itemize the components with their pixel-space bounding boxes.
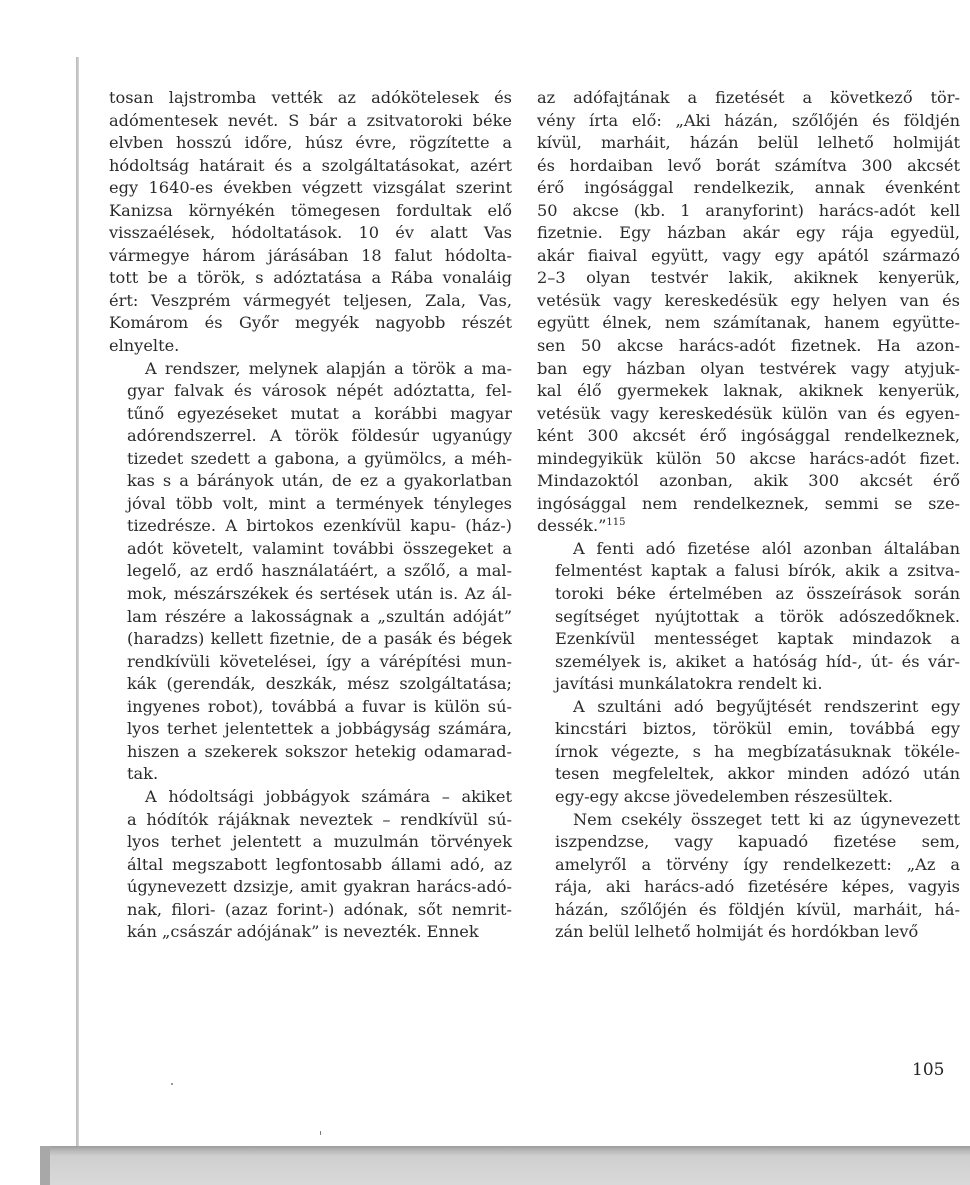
text-line: adómentesek nevét. S bár a zsitvatoroki béke bbox=[109, 110, 512, 130]
text-line: kán „császár adójának” is nevezték. Ennek bbox=[127, 922, 479, 942]
text-line: az adófajtának a fizetését a következő tör- bbox=[537, 88, 960, 107]
text-line: egy 1640-es években végzett vizsgálat szerint bbox=[109, 178, 512, 198]
text-line: iszpendzse, vagy kapuadó fizetése sem, bbox=[555, 832, 960, 852]
text-line: gyar falvak és városok népét adóztatta, fel- bbox=[127, 381, 512, 401]
text-line: fizetnie. Egy házban akár egy rája egyedül, bbox=[537, 223, 960, 243]
text-line: amelyről a törvény így rendelkezett: „Az a bbox=[555, 854, 960, 874]
text-line: tott be a török, s adóztatása a Rába vonaláig bbox=[109, 268, 512, 288]
text-line: kívül, marháit, házán belül lelhető holmiját bbox=[537, 133, 960, 153]
text-line: legelő, az erdő használatáért, a szőlő, a mal- bbox=[127, 561, 512, 581]
text-line: mok, mészárszékek és sertések után is. Az ál- bbox=[127, 584, 512, 604]
text-line: ként 300 akcsét érő ingósággal rendelkeznek, bbox=[537, 426, 960, 446]
text-line: házán, szőlőjén és földjén kívül, marháit, há- bbox=[555, 899, 960, 919]
text-line: tizedrésze. A birtokos ezenkívül kapu- (ház-) bbox=[127, 516, 512, 536]
text-line: sen 50 akcse harács-adót fizetnek. Ha azon- bbox=[537, 336, 960, 356]
text-line: ingósággal nem rendelkeznek, semmi se sze- bbox=[537, 493, 960, 513]
text-line: a hódítók rájáknak neveztek – rendkívül sú- bbox=[127, 809, 512, 829]
text-line: rája, aki harács-adó fizetésére képes, vagyis bbox=[555, 877, 960, 897]
text-line: vetésük vagy kereskedésük egy helyen van és bbox=[537, 290, 960, 310]
text-line: ért: Veszprém vármegyét teljesen, Zala, Vas, bbox=[109, 290, 512, 310]
paragraph bbox=[537, 87, 960, 538]
text-line: nak, filori- (azaz forint-) adónak, sőt nemrit- bbox=[127, 899, 512, 919]
paragraph bbox=[109, 87, 512, 358]
text-line: (haradzs) kellett fizetnie, de a pasák és bégek bbox=[127, 629, 512, 649]
text-line: lyos terhet jelentett a muzulmán törvények bbox=[127, 832, 512, 852]
text-line: lam részére a lakosságnak a „szultán adóját” bbox=[127, 606, 512, 626]
paragraph bbox=[109, 786, 512, 944]
text-line: 50 akcse (kb. 1 aranyforint) harács-adót kell bbox=[537, 200, 960, 220]
text-line: Mindazoktól azonban, akik 300 akcsét érő bbox=[537, 471, 960, 491]
text-line: egy-egy akcse jövedelemben részesültek. bbox=[555, 786, 894, 806]
text-line: kal élő gyermekek laknak, akiknek kenyerük, bbox=[537, 381, 960, 401]
paragraph bbox=[537, 809, 960, 944]
text-line: jóval több volt, mint a termények tényleges bbox=[127, 493, 512, 513]
text-line: vetésük vagy kereskedésük külön van és egyen- bbox=[537, 403, 960, 423]
left-column bbox=[109, 87, 512, 944]
text-line: érő ingósággal rendelkezik, annak évenként bbox=[537, 178, 960, 198]
paragraph bbox=[109, 358, 512, 786]
text-line: írnok végezte, s ha megbízatásuknak tökéle- bbox=[555, 741, 960, 761]
text-line: felmentést kaptak a falusi bírók, akik a zsitva- bbox=[555, 561, 960, 581]
text-line: hiszen a szekerek sokszor hetekig odamarad- bbox=[127, 741, 512, 761]
text-line: tak. bbox=[127, 764, 159, 784]
scan-speck bbox=[320, 1131, 321, 1135]
text-line: adórendszerrel. A török földesúr ugyanúgy bbox=[127, 426, 512, 446]
text-line: ban egy házban olyan testvérek vagy atyjuk- bbox=[537, 358, 960, 378]
text-line: toroki béke értelmében az összeírások során bbox=[555, 584, 960, 604]
text-line: visszaélések, hódoltatások. 10 év alatt Vas bbox=[109, 223, 512, 243]
text-line: adót követelt, valamint további összegeket a bbox=[127, 538, 512, 558]
scan-page-edge-left bbox=[76, 57, 79, 1157]
text-line: tizedet szedett a gabona, a gyümölcs, a méh- bbox=[127, 448, 512, 468]
scan-bottom-shadow bbox=[40, 1146, 970, 1185]
scan-speck bbox=[171, 1083, 173, 1085]
text-line: kas s a bárányok után, de ez a gyakorlatban bbox=[127, 471, 512, 491]
text-line: elnyelte. bbox=[109, 336, 180, 356]
text-line: hódoltság határait és a szolgáltatásokat, azért bbox=[109, 155, 512, 175]
text-line: tosan lajstromba vették az adókötelesek és bbox=[109, 88, 512, 107]
text-line: személyek is, akiket a hatóság híd-, út- és vár- bbox=[555, 651, 960, 671]
text-line: dessék.”$^{115}$ bbox=[537, 516, 626, 536]
text-line: úgynevezett dzsizje, amit gyakran harács-adó- bbox=[127, 877, 512, 897]
text-line: elvben hosszú időre, húsz évre, rögzítette a bbox=[109, 133, 512, 153]
text-line: vény írta elő: „Aki házán, szőlőjén és földjén bbox=[537, 110, 960, 130]
text-line: Komárom és Győr megyék nagyobb részét bbox=[109, 313, 512, 333]
text-line: lyos terhet jelentettek a jobbágyság számára, bbox=[127, 719, 512, 739]
text-line: mindegyikük külön 50 akcse harács-adót fizet. bbox=[537, 448, 960, 468]
text-line: vármegye három járásában 18 falut hódolta- bbox=[109, 245, 512, 265]
paragraph bbox=[537, 538, 960, 696]
text-line: Ezenkívül mentességet kaptak mindazok a bbox=[555, 629, 960, 649]
text-line: által megszabott legfontosabb állami adó, az bbox=[127, 854, 512, 874]
text-line: kák (gerendák, deszkák, mész szolgáltatása; bbox=[127, 674, 512, 694]
text-line: rendkívüli követelései, így a várépítési mun- bbox=[127, 651, 512, 671]
text-line: A fenti adó fizetése alól azonban általában bbox=[573, 538, 960, 558]
text-line: akár fiaival együtt, vagy egy apától származó bbox=[537, 245, 960, 265]
text-line: ingyenes robot), továbbá a fuvar is külön sú- bbox=[127, 696, 512, 716]
text-line: A szultáni adó begyűjtését rendszerint egy bbox=[573, 696, 960, 716]
text-line: javítási munkálatokra rendelt ki. bbox=[555, 674, 823, 694]
text-line: tűnő egyezéseket mutat a korábbi magyar bbox=[127, 403, 512, 423]
page-number: 105 bbox=[912, 1060, 945, 1080]
text-line: együtt élnek, nem számítanak, hanem együtte- bbox=[537, 313, 960, 333]
text-line: A rendszer, melynek alapján a török a ma- bbox=[145, 358, 512, 378]
right-column bbox=[537, 87, 960, 944]
text-line: segítséget nyújtottak a török adószedőknek. bbox=[555, 606, 960, 626]
text-line: tesen megfeleltek, akkor minden adózó után bbox=[555, 764, 960, 784]
text-line: Kanizsa környékén tömegesen fordultak elő bbox=[109, 200, 512, 220]
text-line: Nem csekély összeget tett ki az úgynevezett bbox=[573, 809, 960, 829]
text-line: kincstári biztos, törökül emin, továbbá egy bbox=[555, 719, 960, 739]
text-line: A hódoltsági jobbágyok számára – akiket bbox=[145, 786, 512, 806]
paragraph bbox=[537, 696, 960, 809]
text-line: zán belül lelhető holmiját és hordókban levő bbox=[555, 922, 919, 942]
footnote-reference: 115 bbox=[606, 517, 626, 529]
text-line: és hordaiban levő borát számítva 300 akcsét bbox=[537, 155, 960, 175]
text-line: 2–3 olyan testvér lakik, akiknek kenyerük, bbox=[537, 268, 960, 288]
